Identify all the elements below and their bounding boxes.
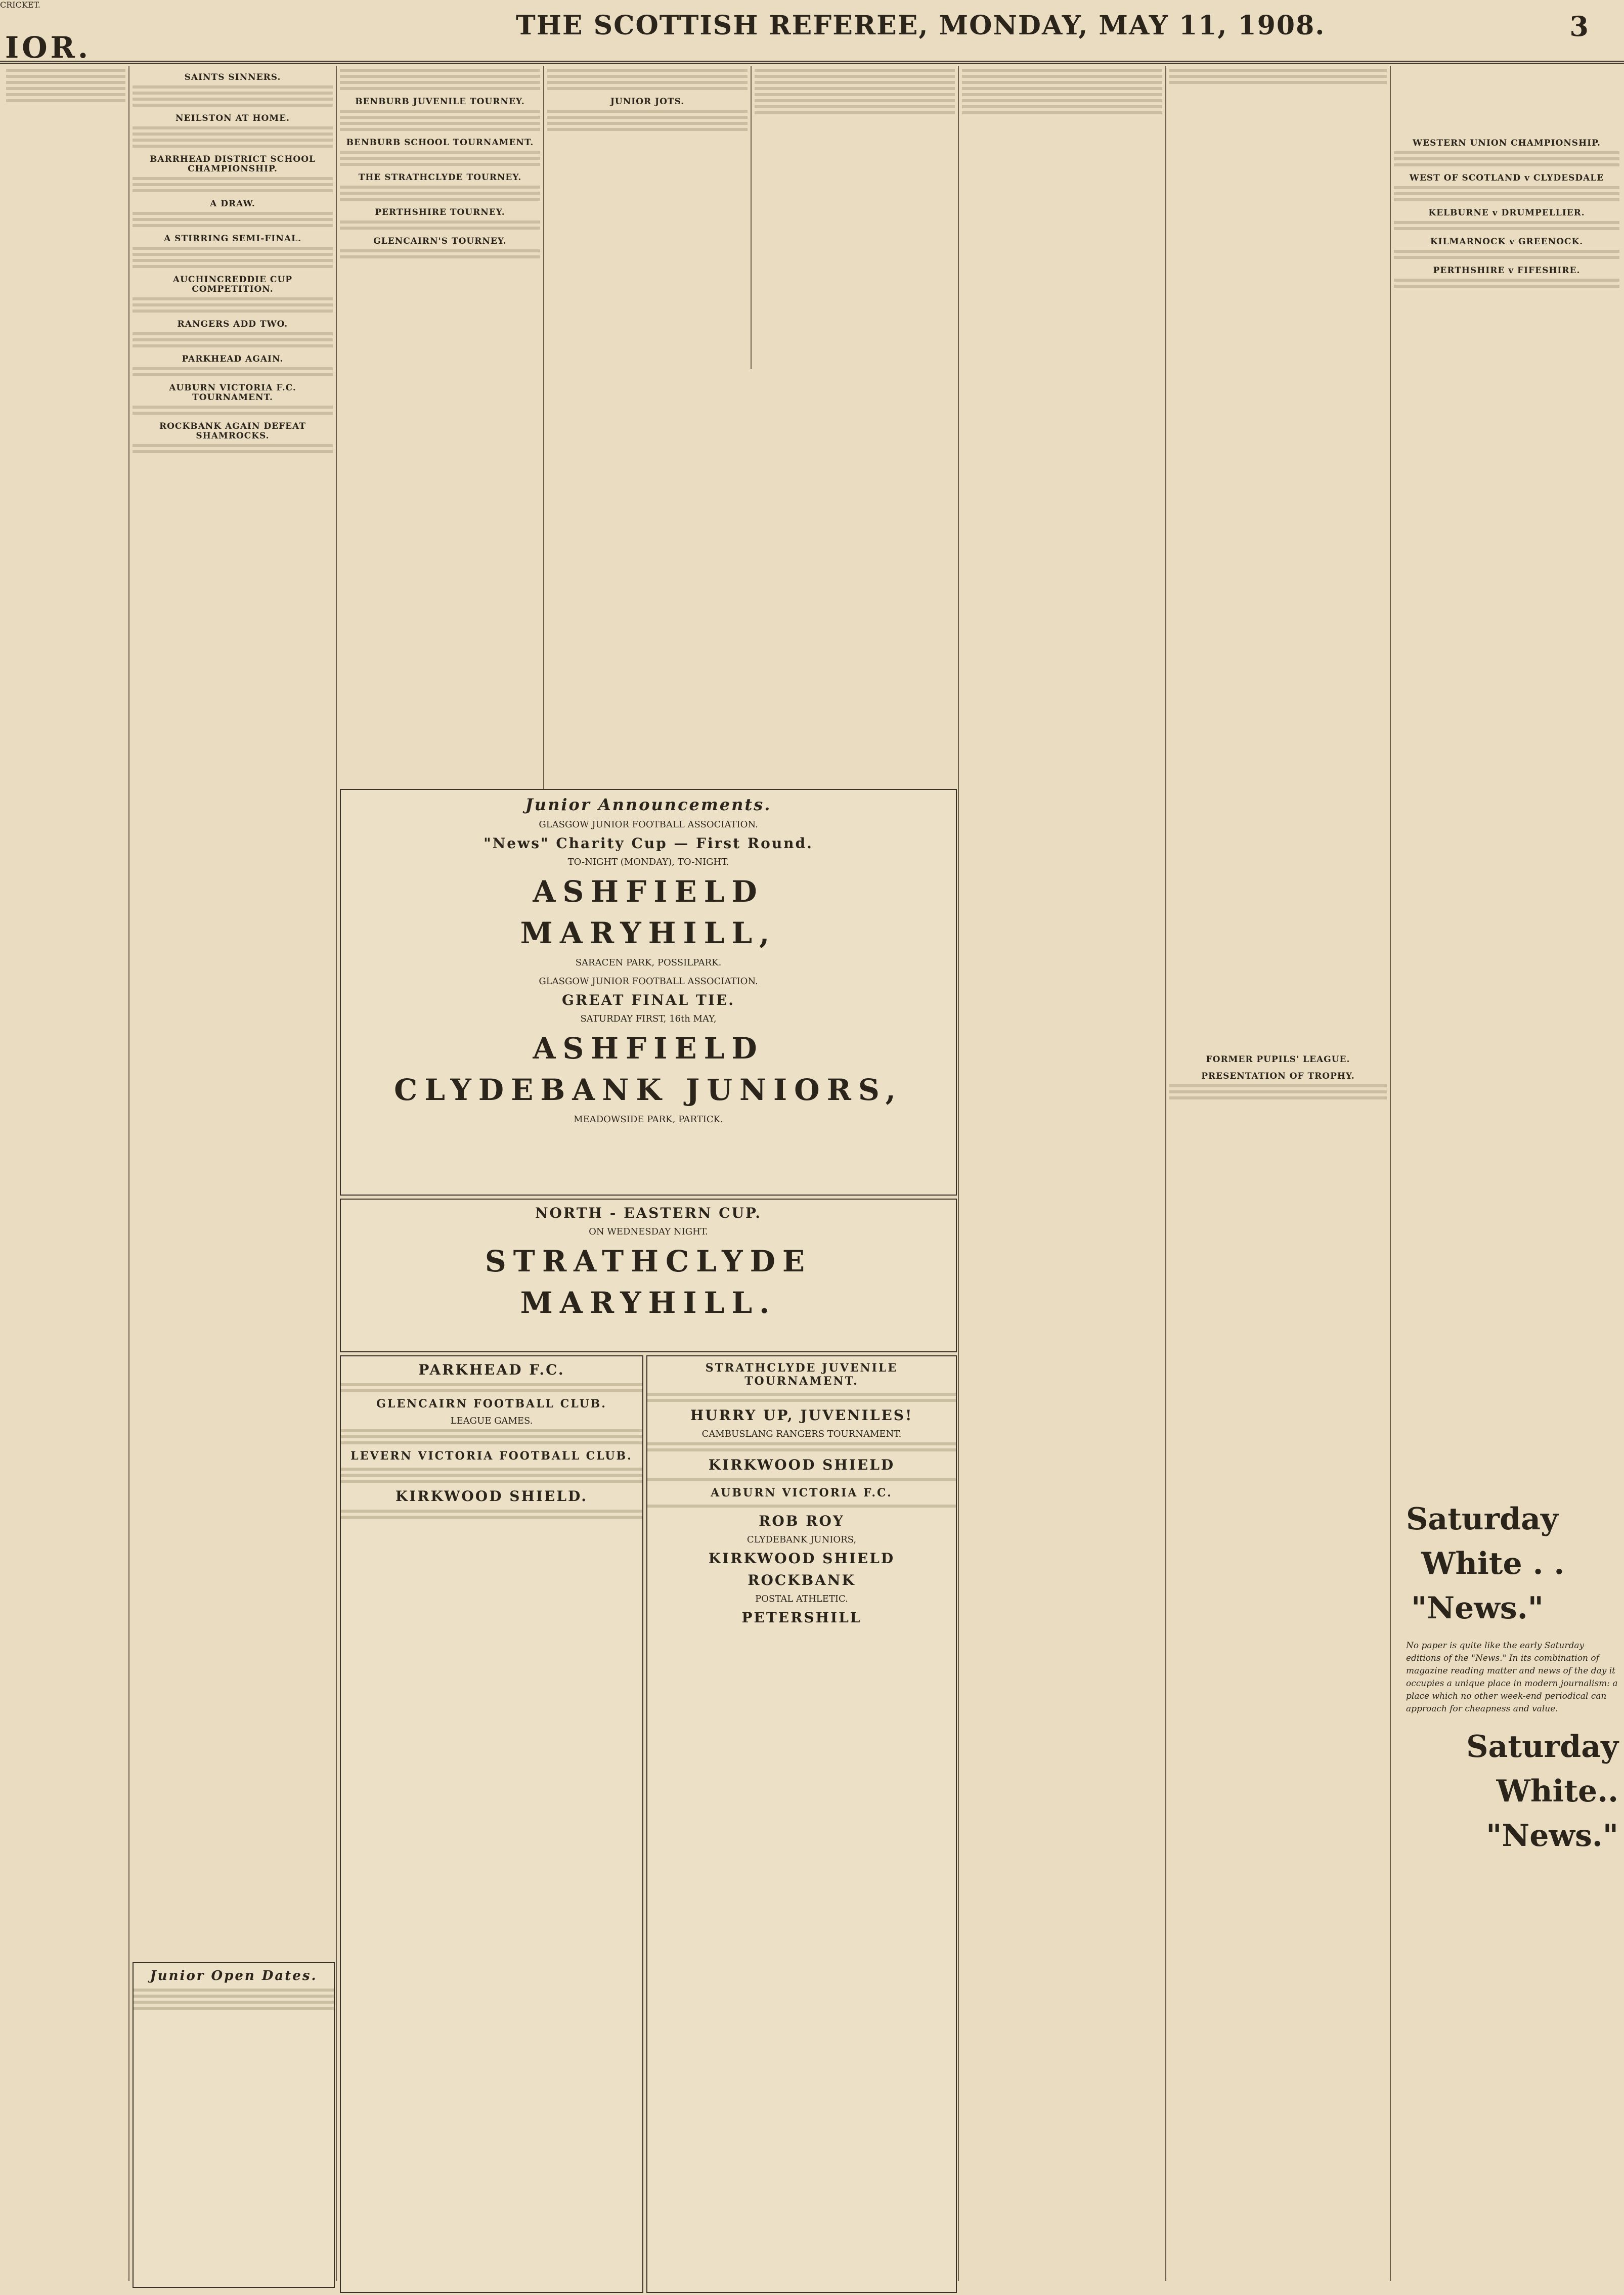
- column-rule: [336, 66, 337, 2281]
- section-heading: PARKHEAD AGAIN.: [182, 354, 284, 364]
- section-heading: KILMARNOCK v GREENOCK.: [1430, 237, 1584, 247]
- ad3-team1: STRATHCLYDE: [485, 1244, 812, 1278]
- levern-ad: LEVERN VICTORIA FOOTBALL CLUB.: [350, 1449, 633, 1463]
- section-heading: BENBURB SCHOOL TOURNAMENT.: [346, 138, 534, 148]
- section-heading: JUNIOR JOTS.: [610, 97, 685, 107]
- announcements-banner: Junior Announcements.: [525, 795, 772, 814]
- ad1-team1: ASHFIELD: [533, 874, 764, 909]
- junior-announcements-block: [340, 789, 957, 1196]
- news-line-2: "News.": [1486, 1818, 1618, 1853]
- column-1-text: [6, 66, 125, 2286]
- newspaper-title: THE SCOTTISH REFEREE, MONDAY, MAY 11, 1908.: [516, 10, 1326, 41]
- lower-ads-right: [646, 1355, 957, 2293]
- section-heading: RANGERS ADD TWO.: [177, 319, 288, 329]
- ad2-team2: CLYDEBANK JUNIORS,: [394, 1073, 903, 1107]
- hurry-ad: HURRY UP, JUVENILES!: [690, 1407, 913, 1424]
- strathclyde-ad: STRATHCLYDE JUVENILE TOURNAMENT.: [705, 1361, 898, 1388]
- ad1-time: TO-NIGHT (MONDAY), TO-NIGHT.: [567, 857, 729, 867]
- section-heading: ROCKBANK AGAIN DEFEAT SHAMROCKS.: [159, 421, 306, 441]
- ad3-team2: MARYHILL.: [520, 1286, 777, 1320]
- junior-open-dates: [133, 1962, 335, 2288]
- masthead: [0, 0, 1624, 64]
- cambuslang-ad: CAMBUSLANG RANGERS TOURNAMENT.: [701, 1429, 902, 1439]
- ad2-org: GLASGOW JUNIOR FOOTBALL ASSOCIATION.: [539, 976, 758, 987]
- north-eastern-cup-ad: [340, 1199, 957, 1352]
- ad3-title: NORTH - EASTERN CUP.: [535, 1205, 762, 1221]
- column-rule: [543, 66, 544, 804]
- lower-ads-left: [340, 1355, 643, 2293]
- column-6-text: [962, 66, 1162, 2286]
- section-heading: THE STRATHCLYDE TOURNEY.: [358, 172, 522, 183]
- saturday-ad-body: No paper is quite like the early Saturday editions of the "News." In its combination of magazine reading matter and news of the day it occupies a unique place in modern journalism: a place which no other week-end periodical can approach for cheapness and value.: [1406, 1641, 1618, 1714]
- section-heading: FORMER PUPILS' LEAGUE.: [1206, 1054, 1350, 1065]
- kirkwood-shield-ad: KIRKWOOD SHIELD: [708, 1457, 895, 1473]
- section-heading: AUBURN VICTORIA F.C. TOURNAMENT.: [169, 383, 296, 403]
- column-4-text: [547, 66, 748, 364]
- rockbank-ad: ROCKBANK: [748, 1572, 856, 1588]
- petershill-ad: PETERSHILL: [741, 1609, 862, 1626]
- section-heading: WEST OF SCOTLAND v CLYDESDALE: [1409, 173, 1604, 183]
- ad1-team2: MARYHILL,: [520, 916, 777, 950]
- section-heading: KELBURNE v DRUMPELLIER.: [1428, 208, 1585, 218]
- section-heading: PRESENTATION OF TROPHY.: [1201, 1071, 1355, 1081]
- postal-ad: POSTAL ATHLETIC.: [755, 1594, 848, 1604]
- left-heading-fragment: IOR.: [5, 30, 92, 65]
- page-number: 3: [1569, 10, 1589, 42]
- ad2-team1: ASHFIELD: [533, 1031, 764, 1066]
- white-line: White . .: [1421, 1546, 1565, 1581]
- column-rule: [1390, 66, 1391, 2281]
- section-heading: SAINTS SINNERS.: [184, 72, 281, 82]
- section-heading: A STIRRING SEMI-FINAL.: [164, 234, 301, 244]
- section-heading: PERTHSHIRE v FIFESHIRE.: [1433, 266, 1581, 276]
- glencairn-sub: LEAGUE GAMES.: [450, 1416, 533, 1426]
- column-7-text: [1169, 66, 1387, 2286]
- saturday-white-news-ad: [1406, 1497, 1618, 1858]
- ad2-title: GREAT FINAL TIE.: [561, 992, 735, 1008]
- rob-roy-ad: ROB ROY: [759, 1513, 845, 1529]
- parkhead-ad: PARKHEAD F.C.: [418, 1361, 565, 1378]
- auburn-ad: AUBURN VICTORIA F.C.: [711, 1486, 893, 1499]
- saturday-line-2: Saturday: [1466, 1729, 1618, 1764]
- section-heading: BENBURB JUVENILE TOURNEY.: [355, 97, 525, 107]
- kirkwood-ad: KIRKWOOD SHIELD.: [395, 1488, 588, 1505]
- column-rule: [958, 66, 959, 2281]
- section-heading: A DRAW.: [210, 199, 255, 209]
- clydebank-ad: CLYDEBANK JUNIORS,: [747, 1534, 857, 1545]
- ad1-org: GLASGOW JUNIOR FOOTBALL ASSOCIATION.: [539, 819, 758, 830]
- section-heading: PERTHSHIRE TOURNEY.: [375, 207, 505, 217]
- ad2-ground: MEADOWSIDE PARK, PARTICK.: [574, 1114, 723, 1125]
- ad3-date: ON WEDNESDAY NIGHT.: [589, 1226, 708, 1237]
- section-heading: AUCHINCREDDIE CUP COMPETITION.: [172, 275, 293, 294]
- news-line: "News.": [1411, 1591, 1544, 1626]
- column-8-text: [1394, 131, 1619, 1209]
- column-2-text: [133, 66, 333, 1001]
- ad1-cup: "News" Charity Cup — First Round.: [484, 835, 813, 852]
- column-3-text: [340, 66, 540, 794]
- white-line-2: White..: [1496, 1774, 1618, 1809]
- glencairn-ad: GLENCAIRN FOOTBALL CLUB.: [376, 1397, 607, 1410]
- kirkwood-shield-ad-2: KIRKWOOD SHIELD: [708, 1550, 895, 1567]
- section-heading: GLENCAIRN'S TOURNEY.: [373, 236, 507, 246]
- column-rule: [751, 66, 752, 369]
- section-heading: BARRHEAD DISTRICT SCHOOL CHAMPIONSHIP.: [150, 154, 316, 174]
- section-heading: WESTERN UNION CHAMPIONSHIP.: [1413, 138, 1601, 148]
- ad2-date: SATURDAY FIRST, 16th MAY,: [580, 1013, 717, 1024]
- saturday-line: Saturday: [1406, 1502, 1558, 1537]
- ad1-ground: SARACEN PARK, POSSILPARK.: [575, 957, 722, 968]
- column-rule: [1165, 66, 1166, 2281]
- column-rule: [128, 66, 129, 2281]
- section-heading: NEILSTON AT HOME.: [175, 113, 290, 123]
- junior-open-dates-heading: Junior Open Dates.: [150, 1968, 318, 1983]
- cricket-heading: CRICKET.: [0, 0, 40, 10]
